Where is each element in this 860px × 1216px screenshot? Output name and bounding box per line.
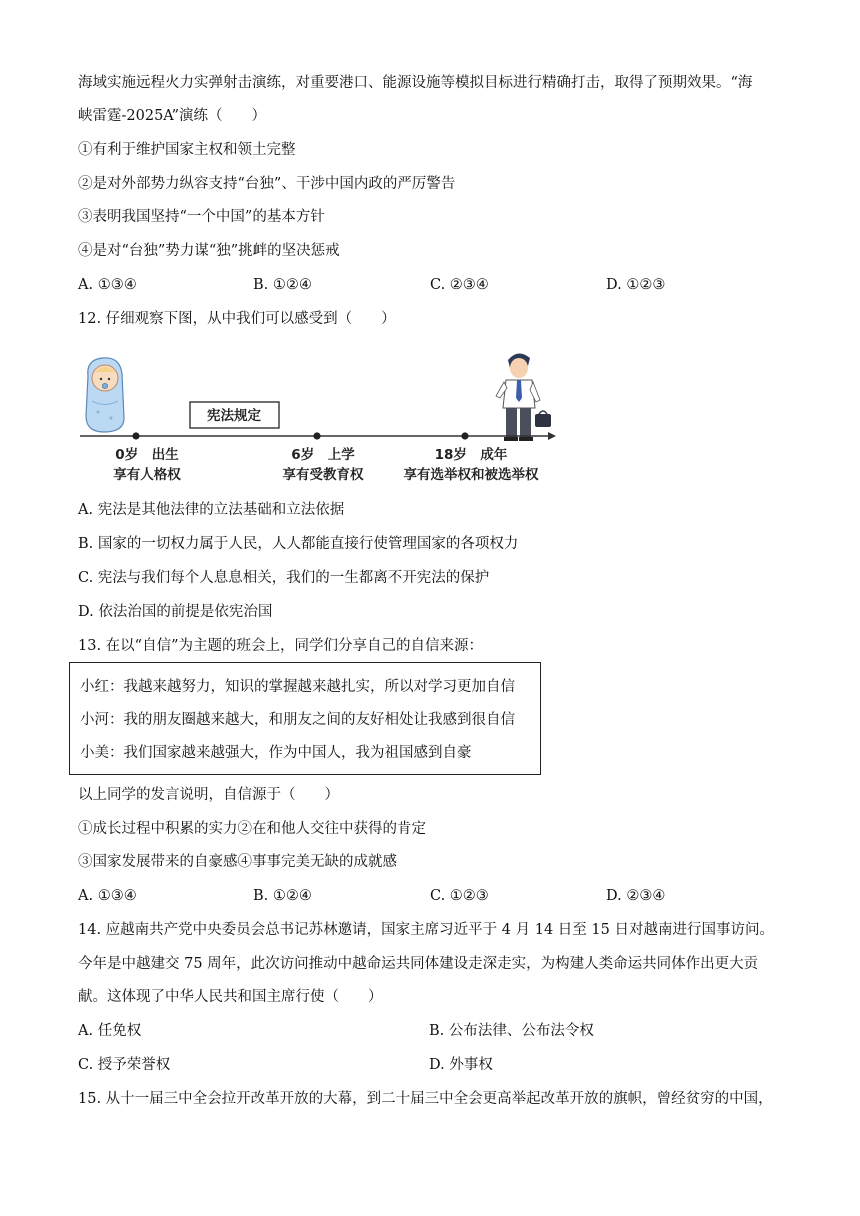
point-age-label: 18岁 成年 — [434, 447, 508, 463]
adult-businessman-icon — [496, 353, 551, 441]
q11-item: ④是对“台独”势力谋“独”挑衅的坚决惩戒 — [78, 243, 340, 259]
q11-item: ①有利于维护国家主权和领土完整 — [78, 142, 296, 158]
q11-stem-line: 峡雷霆-2025A”演练（ ） — [78, 108, 267, 124]
q11-option-c[interactable]: C. ②③④ — [430, 277, 489, 293]
q14-option-a[interactable]: A. 任免权 — [78, 1023, 142, 1039]
q13-option-d[interactable]: D. ②③④ — [606, 888, 666, 904]
q15-stem-line: 15. 从十一届三中全会拉开改革开放的大幕，到二十届三中全会更高举起改革开放的旗帜，曾经贫穷的中国， — [78, 1091, 773, 1107]
q13-quote-box — [69, 662, 541, 775]
q12-option-a[interactable]: A. 宪法是其他法律的立法基础和立法依据 — [78, 502, 345, 518]
q11-option-a[interactable]: A. ①③④ — [78, 277, 137, 293]
point-right-label: 享有选举权和被选举权 — [403, 467, 539, 483]
q13-item: ③国家发展带来的自豪感④事事完美无缺的成就感 — [78, 854, 397, 870]
point-right-label: 享有人格权 — [113, 467, 181, 483]
timeline-point — [461, 432, 468, 439]
q14-stem-line: 14. 应越南共产党中央委员会总书记苏林邀请，国家主席习近平于 4 月 14 日至 15 日对越南进行国事访问。 — [78, 922, 774, 938]
q14-option-d[interactable]: D. 外事权 — [429, 1057, 493, 1073]
q13-option-a[interactable]: A. ①③④ — [78, 888, 137, 904]
timeline-svg — [78, 346, 560, 486]
q14-option-c[interactable]: C. 授予荣誉权 — [78, 1057, 171, 1073]
q13-option-c[interactable]: C. ①②③ — [430, 888, 489, 904]
q11-item: ③表明我国坚持“一个中国”的基本方针 — [78, 209, 325, 225]
point-age-label: 6岁 上学 — [291, 447, 355, 463]
q14-option-b[interactable]: B. 公布法律、公布法令权 — [429, 1023, 594, 1039]
quote-line: 小红：我越来越努力，知识的掌握越来越扎实，所以对学习更加自信 — [80, 679, 515, 695]
quote-line: 小河：我的朋友圈越来越大，和朋友之间的友好相处让我感到很自信 — [80, 712, 515, 728]
q12-option-c[interactable]: C. 宪法与我们每个人息息相关，我们的一生都离不开宪法的保护 — [78, 570, 490, 586]
timeline-arrow — [548, 432, 556, 440]
point-right-label: 享有受教育权 — [282, 467, 364, 483]
q11-option-d[interactable]: D. ①②③ — [606, 277, 666, 293]
point-age-label: 0岁 出生 — [115, 447, 179, 463]
constitution-timeline-figure — [78, 346, 560, 486]
q14-stem-line: 献。这体现了中华人民共和国主席行使（ ） — [78, 989, 383, 1005]
q11-stem-line: 海域实施远程火力实弹射击演练，对重要港口、能源设施等模拟目标进行精确打击，取得了预期效果。“海 — [78, 75, 753, 91]
q13-option-b[interactable]: B. ①②④ — [253, 888, 312, 904]
q13-stem: 13. 在以“自信”为主题的班会上，同学们分享自己的自信来源： — [78, 638, 483, 654]
q13-prompt: 以上同学的发言说明，自信源于（ ） — [78, 787, 339, 803]
q11-item: ②是对外部势力纵容支持“台独”、干涉中国内政的严厉警告 — [78, 176, 456, 192]
quote-line: 小美：我们国家越来越强大，作为中国人，我为祖国感到自豪 — [80, 745, 472, 761]
timeline-point — [313, 432, 320, 439]
timeline-point — [132, 432, 139, 439]
q14-stem-line: 今年是中越建交 75 周年，此次访问推动中越命运共同体建设走深走实，为构建人类命运共同体作出更大贡 — [78, 956, 759, 972]
baby-icon — [86, 358, 124, 432]
q12-option-b[interactable]: B. 国家的一切权力属于人民，人人都能直接行使管理国家的各项权力 — [78, 536, 519, 552]
banner-label: 宪法规定 — [207, 408, 261, 424]
q12-stem: 12. 仔细观察下图，从中我们可以感受到（ ） — [78, 311, 396, 327]
q13-item: ①成长过程中积累的实力②在和他人交往中获得的肯定 — [78, 821, 426, 837]
q11-option-b[interactable]: B. ①②④ — [253, 277, 312, 293]
q12-option-d[interactable]: D. 依法治国的前提是依宪治国 — [78, 604, 273, 620]
